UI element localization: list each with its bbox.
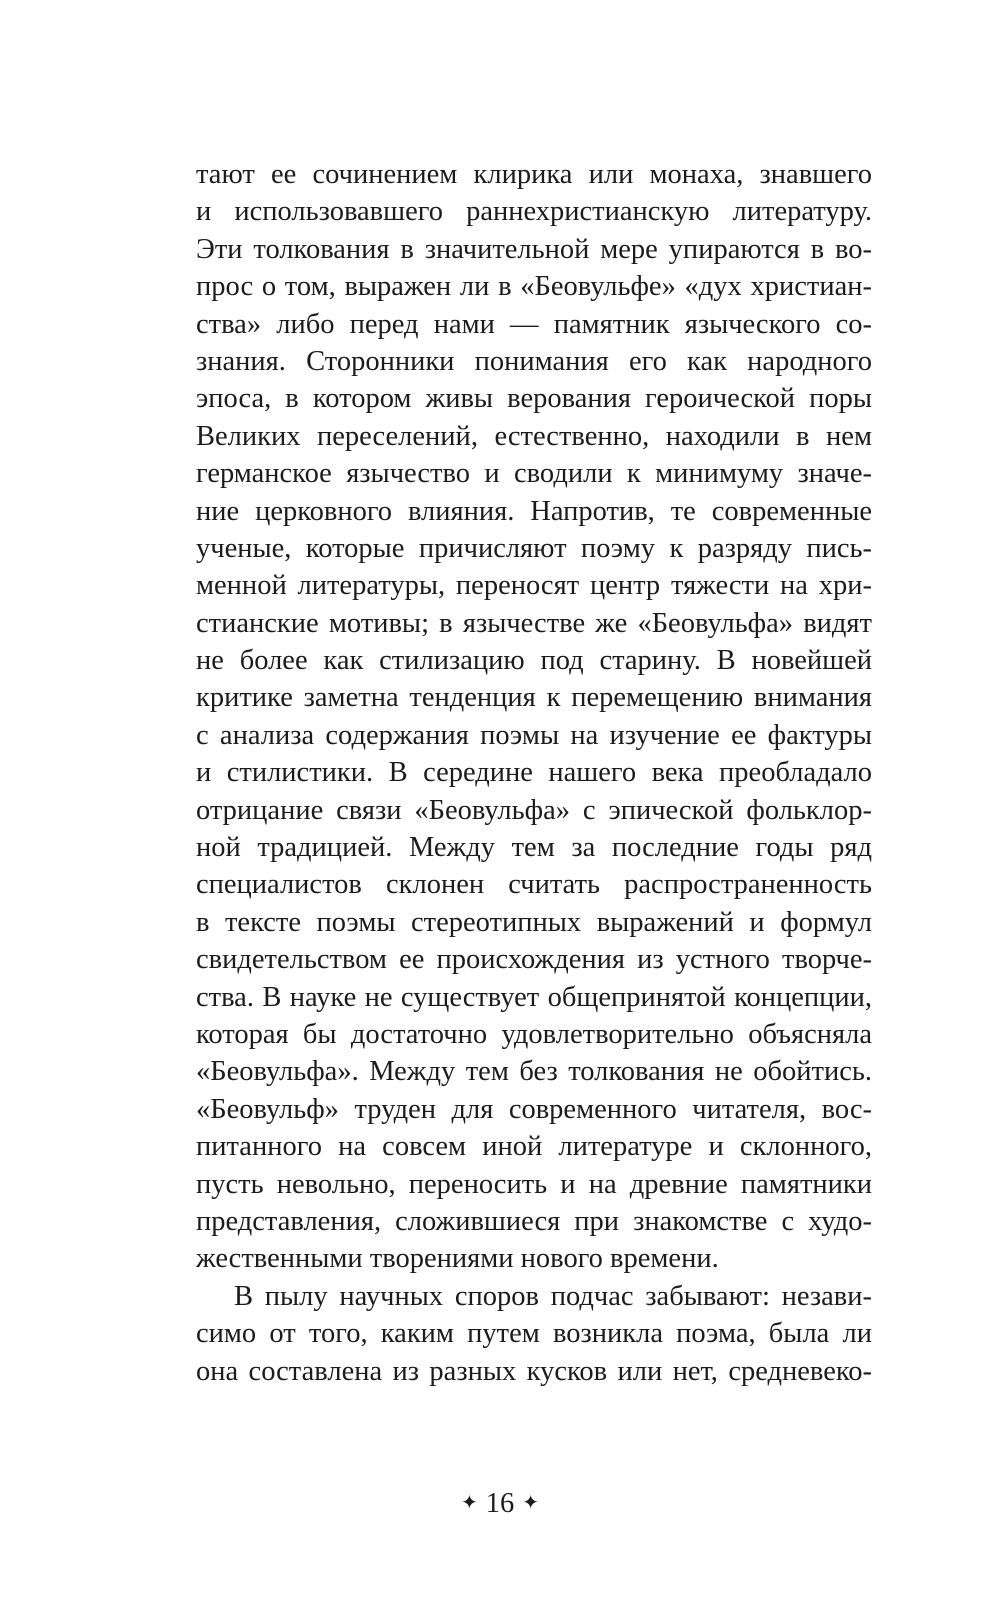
text-line: специалистов склонен считать распространенность (196, 869, 872, 901)
page-footer (0, 1486, 1000, 1521)
text-line: ства. В науке не существует общепринятой концепции, (196, 981, 872, 1013)
text-line: ной традицией. Между тем за последние годы ряд (196, 832, 872, 864)
text-line: свидетельством ее происхождения из устного творче- (196, 944, 872, 976)
text-line: Эти толкования в значительной мере упираются в во- (196, 233, 872, 265)
body-text (196, 156, 872, 1390)
star-ornament-icon: ✦ (460, 1492, 478, 1514)
text-line: и использовавшего раннехристианскую литературу. (196, 196, 872, 228)
page-number: 16 (485, 1488, 515, 1519)
text-line: она составлена из разных кусков или нет, средневеко- (196, 1355, 872, 1387)
text-line: жественными творениями нового времени. (196, 1243, 719, 1275)
text-line: «Беовульфа». Между тем без толкования не обойтись. (196, 1056, 872, 1088)
text-line: ние церковного влияния. Напротив, те современные (196, 495, 872, 527)
text-line: симо от того, каким путем возникла поэма, была ли (196, 1318, 872, 1350)
text-line: критике заметна тенденция к перемещению внимания (196, 682, 872, 714)
text-line: не более как стилизацию под старину. В новейшей (196, 645, 872, 677)
star-ornament-icon: ✦ (522, 1492, 540, 1514)
text-line: питанного на совсем иной литературе и склонного, (196, 1131, 872, 1163)
text-line: стианские мотивы; в язычестве же «Беовульфа» видят (196, 607, 872, 639)
text-line: с анализа содержания поэмы на изучение ее фактуры (196, 719, 872, 751)
text-line: представления, сложившиеся при знакомстве с худо- (196, 1205, 872, 1237)
text-line: В пылу научных споров подчас забывают: незави- (234, 1280, 872, 1312)
text-line: тают ее сочинением клирика или монаха, знавшего (196, 159, 872, 190)
text-line: эпоса, в котором живы верования героической поры (196, 383, 872, 415)
text-line: Великих переселений, естественно, находили в нем (196, 420, 872, 452)
text-line: менной литературы, переносят центр тяжести на хри- (196, 570, 872, 602)
text-line: пусть невольно, переносить и на древние памятники (196, 1168, 872, 1200)
text-line: и стилистики. В середине нашего века преобладало (196, 757, 872, 789)
text-line: ства» либо перед нами — памятник языческого со- (196, 308, 872, 340)
text-line: в тексте поэмы стереотипных выражений и формул (196, 906, 872, 938)
text-line: которая бы достаточно удовлетворительно объясняла (196, 1018, 872, 1050)
text-line: прос о том, выражен ли в «Беовульфе» «дух христиан- (196, 271, 872, 303)
text-line: ученые, которые причисляют поэму к разряду пись- (196, 532, 872, 564)
text-line: знания. Сторонники понимания его как народного (196, 345, 872, 377)
text-line: германское язычество и сводили к минимуму значе- (196, 458, 872, 490)
text-line: «Беовульф» труден для современного читателя, вос- (196, 1093, 872, 1125)
text-line: отрицание связи «Беовульфа» с эпической фольклор- (196, 794, 872, 826)
